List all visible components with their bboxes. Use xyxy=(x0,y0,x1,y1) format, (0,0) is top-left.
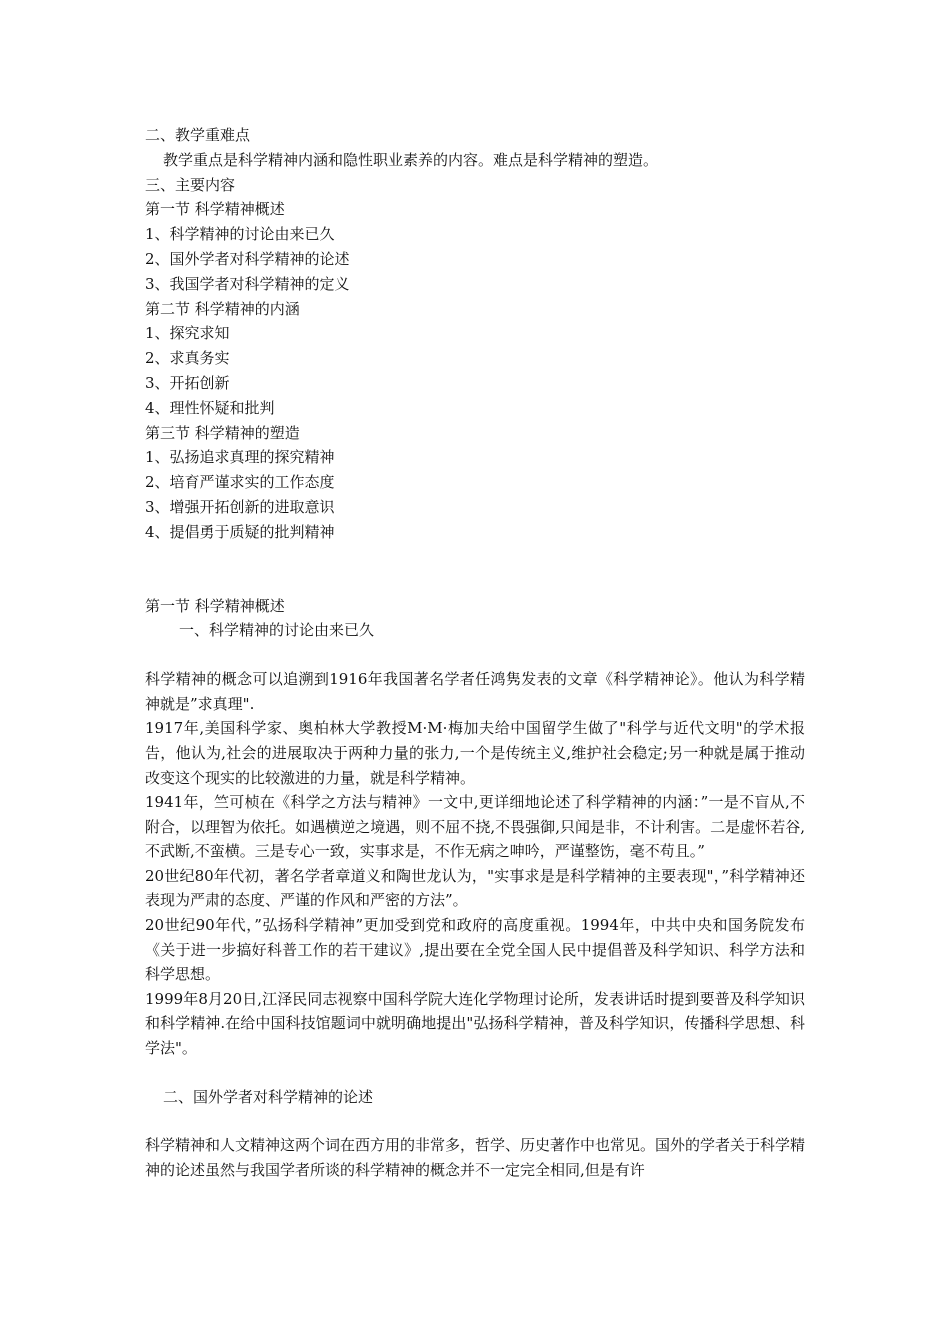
outline-item: 3、增强开拓创新的进取意识 xyxy=(145,497,335,516)
outline-item: 2、培育严谨求实的工作态度 xyxy=(145,473,335,492)
outline-section-title: 第三节 科学精神的塑造 xyxy=(145,423,300,442)
outline-heading-difficulty: 二、教学重难点 xyxy=(145,126,251,144)
spacer xyxy=(145,1061,805,1085)
spacer xyxy=(145,1109,805,1133)
body-paragraph: 20世纪80年代初，著名学者章道义和陶世龙认为，"实事求是是科学精神的主要表现"，”科学精神还表现为严肃的态度、严谨的作风和严密的方法”。 xyxy=(145,866,805,910)
subsection-title: 二、国外学者对科学精神的论述 xyxy=(163,1087,374,1106)
body-paragraph: 科学精神的概念可以追溯到1916年我国著名学者任鸿隽发表的文章《科学精神论》。他认为科学精神就是”求真理". xyxy=(145,670,805,713)
outline-item: 1、科学精神的讨论由来已久 xyxy=(145,225,335,244)
outline-item: 4、提倡勇于质疑的批判精神 xyxy=(145,522,335,541)
body-paragraph: 1999年8月20日,江泽民同志视察中国科学院大连化学物理讨论所，发表讲话时提到要普及科学知识和科学精神.在给中国科技馆题词中就明确地提出"弘扬科学精神，普及科学知识，传播科学思想、科学法"。 xyxy=(145,989,805,1058)
outline-item: 3、开拓创新 xyxy=(145,373,230,392)
subsection-title: 一、科学精神的讨论由来已久 xyxy=(179,621,375,640)
spacer xyxy=(145,643,805,667)
outline-item: 4、理性怀疑和批判 xyxy=(145,398,275,417)
outline-heading-content: 三、主要内容 xyxy=(145,175,236,194)
spacer xyxy=(145,545,805,594)
body-paragraph: 1941年，竺可桢在《科学之方法与精神》一文中,更详细地论述了科学精神的内涵：”一是不盲从,不附合，以理智为依托。如遇横逆之境遇，则不屈不挠,不畏强御,只闻是非，不计利害。二是虚怀若谷,不武断,不蛮横。三是专心一致，实事求是，不作无病之呻吟，严谨整饬，毫不苟且。” xyxy=(145,793,805,861)
outline-item: 1、探究求知 xyxy=(145,324,230,343)
outline-section-title: 第二节 科学精神的内涵 xyxy=(145,299,300,318)
outline-section-title: 第一节 科学精神概述 xyxy=(145,200,285,219)
section-title: 第一节 科学精神概述 xyxy=(145,596,285,615)
body-paragraph: 1917年,美国科学家、奥柏林大学教授M·M·梅加夫给中国留学生做了"科学与近代文明"的学术报告，他认为,社会的进展取决于两种力量的张力,一个是传统主义,维护社会稳定;另一种就是属于推动改变这个现实的比较激进的力量，就是科学精神。 xyxy=(145,719,805,787)
outline-item: 1、弘扬追求真理的探究精神 xyxy=(145,448,335,467)
outline-item: 3、我国学者对科学精神的定义 xyxy=(145,274,350,293)
body-paragraph: 20世纪90年代，”弘扬科学精神”更加受到党和政府的高度重视。1994年，中共中央和国务院发布《关于进一步搞好科普工作的若干建议》,提出要在全党全国人民中提倡普及科学知识、科学方法和科学思想。 xyxy=(145,916,805,984)
outline-item: 2、求真务实 xyxy=(145,349,230,368)
body-paragraph: 科学精神和人文精神这两个词在西方用的非常多，哲学、历史著作中也常见。国外的学者关于科学精神的论述虽然与我国学者所谈的科学精神的概念并不一定完全相同,但是有许 xyxy=(145,1136,806,1180)
outline-item: 2、国外学者对科学精神的论述 xyxy=(145,249,350,268)
key-points-text: 教学重点是科学精神内涵和隐性职业素养的内容。难点是科学精神的塑造。 xyxy=(163,150,659,169)
